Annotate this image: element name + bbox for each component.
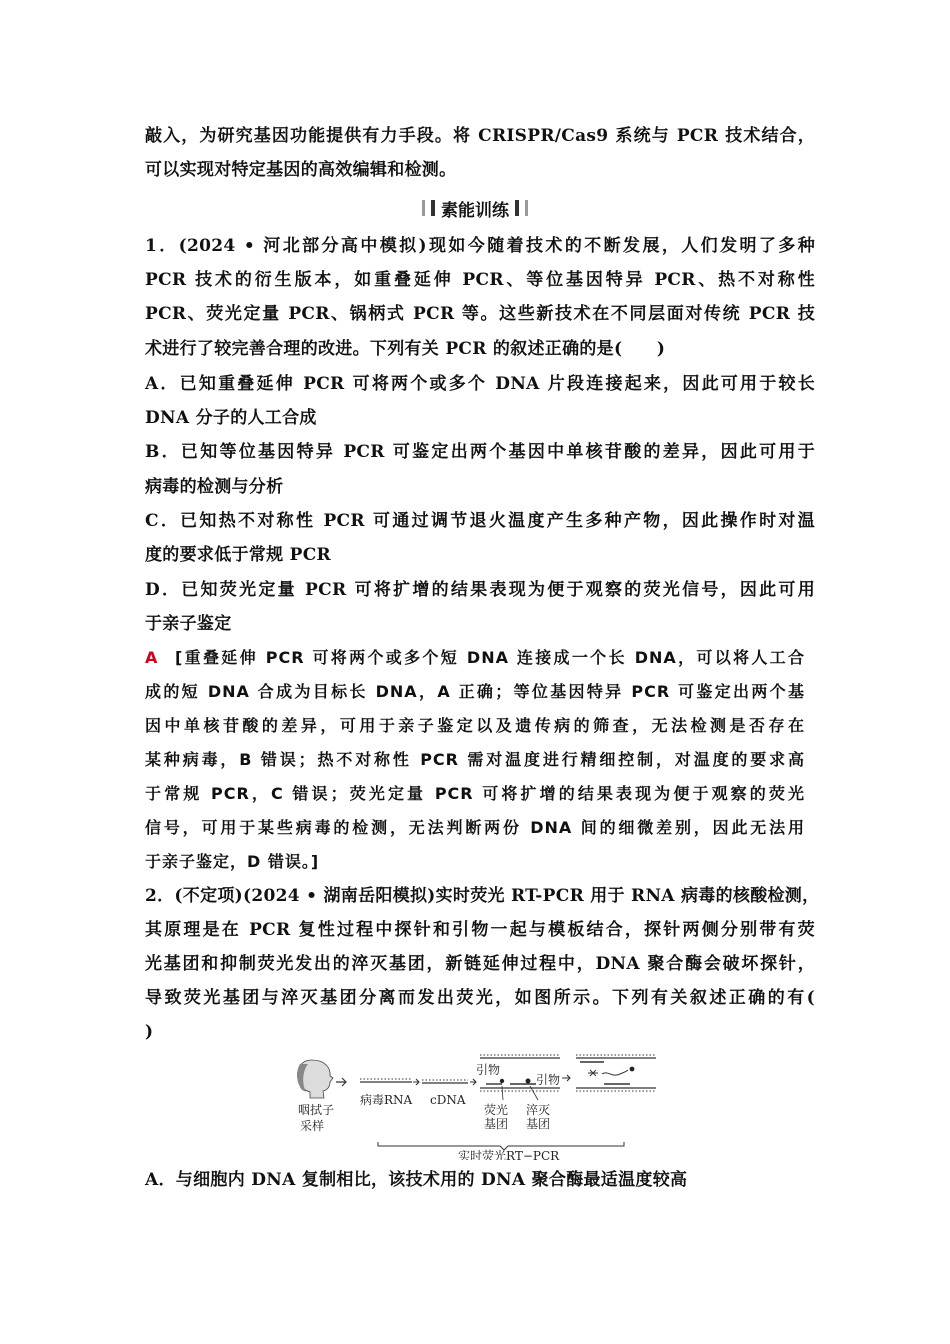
q1-option-a-line-2: DNA 分子的人工合成 xyxy=(145,408,317,428)
q1-option-d-line-2: 于亲子鉴定 xyxy=(145,614,232,634)
viral-rna-label: 病毒RNA xyxy=(360,1093,413,1107)
q1-stem-line-4: 术进行了较完善合理的改进。下列有关 PCR 的叙述正确的是( ) xyxy=(145,339,666,359)
cdna-strand xyxy=(422,1080,468,1083)
q2-stem-line-3: 光基团和抑制荧光发出的淬灭基团，新链延伸过程中，DNA 聚合酶会破坏探针， xyxy=(145,954,815,974)
primer-label-2: 引物 xyxy=(536,1073,561,1087)
q1-answer-line-3: 因中单核苷酸的差异，可用于亲子鉴定以及遗传病的筛查，无法检测是否存在 xyxy=(145,716,805,735)
person-head-icon xyxy=(297,1060,333,1098)
rt-pcr-brace-label: 实时荧光RT−PCR xyxy=(458,1149,560,1160)
section-bar-right-dark xyxy=(515,200,519,216)
rt-arrow xyxy=(413,1079,419,1085)
rt-pcr-diagram xyxy=(290,1048,670,1160)
intro-line-2: 可以实现对特定基因的高效编辑和检测。 xyxy=(145,160,457,180)
extension-strands xyxy=(576,1055,656,1091)
swab-label-line-2: 采样 xyxy=(300,1119,325,1133)
q1-option-b-line-2: 病毒的检测与分析 xyxy=(145,477,284,497)
q2-stem-line-2: 其原理是在 PCR 复性过程中探针和引物一起与模板结合，探针两侧分别带有荧 xyxy=(145,920,815,940)
q2-stem-line-1: 2．(不定项)(2024 • 湖南岳阳模拟)实时荧光 RT-PCR 用于 RNA 病毒的核酸检测， xyxy=(145,886,820,906)
extension-arrow xyxy=(562,1075,570,1081)
q1-option-c-line-1: C．已知热不对称性 PCR 可通过调节退火温度产生多种产物，因此操作时对温 xyxy=(145,511,815,531)
swab-label-line-1: 咽拭子 xyxy=(298,1103,335,1117)
q1-answer-line-5: 于常规 PCR，C 错误；荧光定量 PCR 可将扩增的结果表现为便于观察的荧光 xyxy=(145,784,805,803)
section-bar-right-light xyxy=(525,200,528,216)
q1-answer-line-1: [重叠延伸 PCR 可将两个或多个短 DNA 连接成一个长 DNA，可以将人工合 xyxy=(175,648,805,667)
rna-strand xyxy=(360,1079,412,1082)
q1-option-a-line-1: A．已知重叠延伸 PCR 可将两个或多个 DNA 片段连接起来，因此可用于较长 xyxy=(145,374,815,394)
q1-answer-line-2: 成的短 DNA 合成为目标长 DNA，A 正确；等位基因特异 PCR 可鉴定出两个基 xyxy=(145,682,805,701)
intro-line-1: 敲入，为研究基因功能提供有力手段。将 CRISPR/Cas9 系统与 PCR 技术结合， xyxy=(145,126,815,146)
section-title: 素能训练 xyxy=(441,200,509,221)
section-bar-left-light xyxy=(422,200,425,216)
fluorophore-label-line-1: 荧光 xyxy=(484,1103,509,1117)
primer-label-1: 引物 xyxy=(476,1063,501,1077)
cdna-label: cDNA xyxy=(430,1093,466,1107)
section-bar-left-dark xyxy=(431,200,435,216)
q1-stem-line-2: PCR 技术的衍生版本，如重叠延伸 PCR、等位基因特异 PCR、热不对称性 xyxy=(145,270,815,290)
q1-stem-line-3: PCR、荧光定量 PCR、锅柄式 PCR 等。这些新技术在不同层面对传统 PCR 技 xyxy=(145,304,815,324)
quencher-label-line-1: 淬灭 xyxy=(526,1103,551,1117)
q2-option-a: A．与细胞内 DNA 复制相比，该技术用的 DNA 聚合酶最适温度较高 xyxy=(145,1170,688,1190)
q1-option-d-line-1: D．已知荧光定量 PCR 可将扩增的结果表现为便于观察的荧光信号，因此可用 xyxy=(145,580,815,600)
rt-pcr-figure xyxy=(290,1048,670,1160)
q1-stem-line-1: 1．(2024 • 河北部分高中模拟)现如今随着技术的不断发展，人们发明了多种 xyxy=(145,236,815,256)
q2-stem-line-5: ) xyxy=(145,1022,154,1042)
q1-option-b-line-1: B．已知等位基因特异 PCR 可鉴定出两个基因中单核苷酸的差异，因此可用于 xyxy=(145,442,815,462)
q1-answer-line-7: 于亲子鉴定，D 错误。] xyxy=(145,852,320,871)
sampling-arrow xyxy=(336,1078,346,1086)
quencher-label-line-2: 基团 xyxy=(526,1117,551,1131)
q1-answer-line-4: 某种病毒，B 错误；热不对称性 PCR 需对温度进行精细控制，对温度的要求高 xyxy=(145,750,805,769)
q1-answer-letter: A xyxy=(145,648,159,667)
q1-option-c-line-2: 度的要求低于常规 PCR xyxy=(145,545,331,565)
q2-stem-line-4: 导致荧光基团与淬灭基团分离而发出荧光，如图所示。下列有关叙述正确的有( xyxy=(145,988,815,1008)
section-header xyxy=(405,196,545,220)
fluorophore-label-line-2: 基团 xyxy=(484,1117,509,1131)
q1-answer-line-6: 信号，可用于某些病毒的检测，无法判断两份 DNA 间的细微差别，因此无法用 xyxy=(145,818,805,837)
pcr-arrow xyxy=(470,1079,476,1085)
